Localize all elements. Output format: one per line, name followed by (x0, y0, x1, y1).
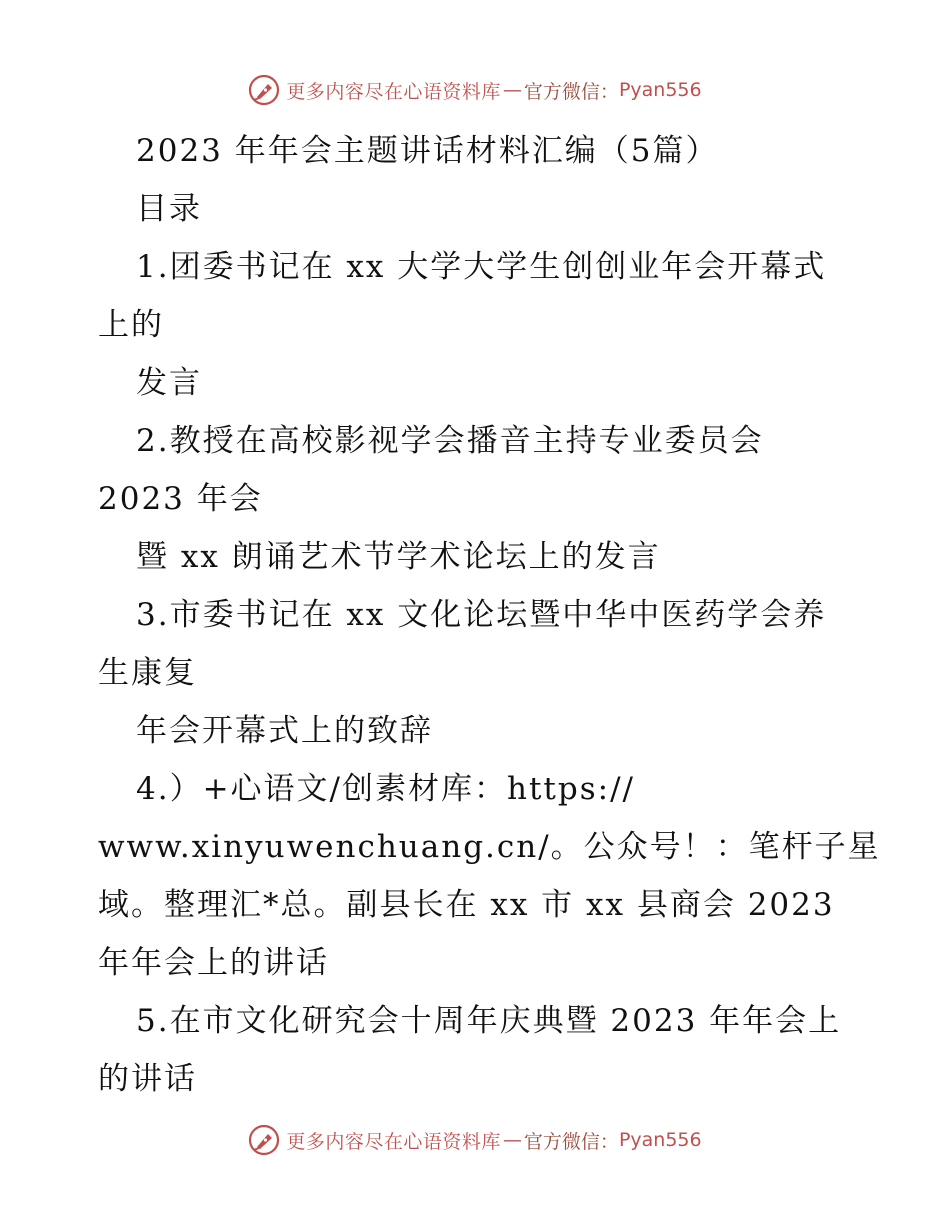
toc-line: 1.团委书记在 xx 大学大学生创创业年会开幕式 (136, 249, 827, 285)
toc-list (98, 238, 881, 1108)
toc-heading: 目录 (136, 191, 202, 227)
pen-nib-logo-icon (248, 74, 280, 106)
pen-nib-logo-icon (248, 1124, 280, 1156)
header-promo-text: 更多内容尽在心语资料库 (286, 80, 501, 103)
header-banner (0, 70, 950, 110)
toc-line: 发言 (136, 365, 202, 401)
toc-line: 的讲话 (98, 1061, 197, 1097)
document-body (98, 122, 881, 1108)
toc-line: 上的 (98, 307, 164, 343)
toc-line: 域。整理汇*总。副县长在 xx 市 xx 县商会 2023 (98, 887, 835, 923)
footer-banner (0, 1120, 950, 1160)
header-wechat-id: Pyan556 (618, 79, 702, 101)
toc-line: 年会开幕式上的致辞 (136, 713, 433, 749)
toc-line: 3.市委书记在 xx 文化论坛暨中华中医药学会养 (136, 597, 827, 633)
toc-line: 5.在市文化研究会十周年庆典暨 2023 年年会上 (136, 1003, 842, 1039)
toc-line: www.xinyuwenchuang.cn/。公众号！：笔杆子星 (98, 829, 881, 865)
header-official-label: 官方微信： (523, 80, 619, 103)
document-title: 2023 年年会主题讲话材料汇编（5篇） (136, 133, 719, 169)
footer-dash: — (502, 1129, 522, 1151)
toc-line: 生康复 (98, 655, 197, 691)
toc-line: 年年会上的讲话 (98, 945, 329, 981)
toc-line: 暨 xx 朗诵艺术节学术论坛上的发言 (136, 539, 661, 575)
header-dash: — (502, 79, 522, 101)
footer-promo-text: 更多内容尽在心语资料库 (286, 1130, 501, 1153)
toc-line: 2.教授在高校影视学会播音主持专业委员会 (136, 423, 764, 459)
footer-wechat-id: Pyan556 (618, 1129, 702, 1151)
footer-official-label: 官方微信： (523, 1130, 619, 1153)
toc-line: 2023 年会 (98, 481, 263, 517)
toc-line: 4.）+心语文/创素材库：https:// (136, 771, 635, 807)
